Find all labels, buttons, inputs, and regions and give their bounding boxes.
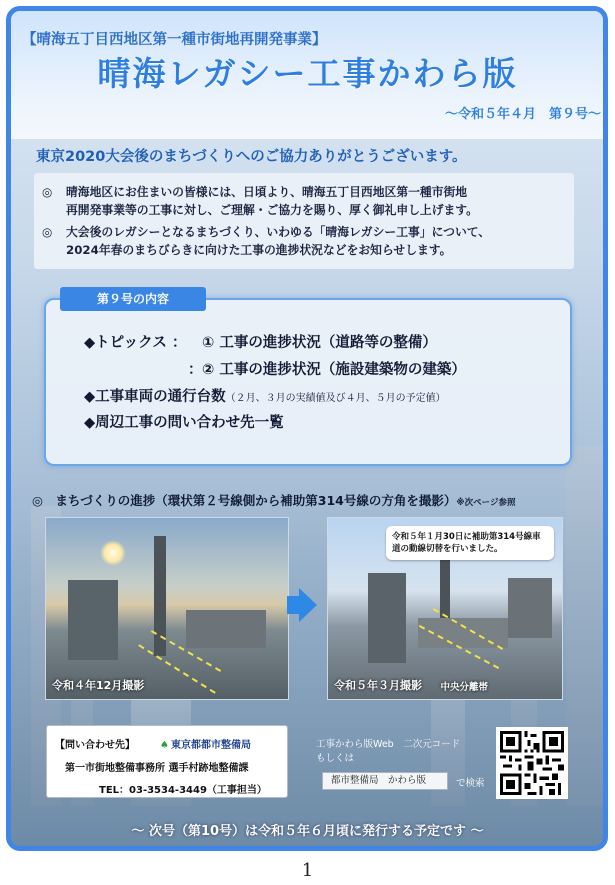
issue-label: ～令和５年４月 第９号～ — [444, 107, 601, 122]
intro-line: 晴海地区にお住まいの皆様には、日頃より、晴海五丁目西地区第一種市街地 — [66, 185, 468, 199]
contents-box — [44, 298, 572, 466]
median-label: 中央分離帯 — [440, 682, 488, 693]
topic-item-1: ① 工事の進捗状況（道路等の整備） — [202, 335, 437, 351]
contacts-item: ◆周辺工事の問い合わせ先一覧 — [84, 415, 284, 431]
vehicles-item — [84, 385, 446, 406]
topics-label: ◆トピックス ： — [84, 335, 187, 351]
web-guide-line2: もしくは — [316, 753, 355, 764]
intro-paragraph — [42, 183, 564, 219]
bullet-mark: ◎ — [42, 185, 53, 199]
right-arrow-icon — [299, 588, 317, 622]
inquiry-label: 【問い合わせ先】 — [55, 740, 135, 751]
vehicles-label: ◆工事車両の通行台数 — [84, 389, 226, 405]
thanks-heading: 東京2020大会後のまちづくりへのご協力ありがとうございます。 — [36, 149, 467, 165]
progress-title: ◎ まちづくりの進捗（環状第２号線側から補助第314号線の方角を撮影） — [32, 493, 457, 508]
photo2-caption: 令和５年３月撮影 — [334, 679, 422, 692]
project-name: 【晴海五丁目西地区第一種市街地再開発事業】 — [22, 32, 327, 48]
inquiry-org-name: 東京都都市整備局 — [170, 740, 251, 751]
inquiry-tel: TEL：03-3534-3449（工事担当） — [99, 785, 267, 796]
vehicles-note: （２月、３月の実績値及び４月、５月の予定値） — [225, 393, 446, 404]
photo2-note: 令和５年１月30日に補助第314号線車道の動線切替を行いました。 — [386, 526, 554, 560]
topic-item-2: ② 工事の進捗状況（施設建築物の建築） — [202, 362, 466, 378]
progress-note: ※次ページ参照 — [456, 498, 516, 508]
inquiry-office: 第一市街地整備事務所 選手村跡地整備課 — [65, 763, 249, 774]
intro-line: 再開発事業等の工事に対し、ご理解・ご協力を賜り、厚く御礼申し上げます。 — [66, 203, 478, 217]
contents-tag: 第９号の内容 — [60, 287, 206, 311]
web-guide — [316, 738, 460, 766]
topic-item-2-prefix: ： — [188, 362, 203, 378]
next-issue-notice: ～ 次号（第10号）は令和５年６月頃に発行する予定です ～ — [131, 824, 484, 839]
intro-paragraph — [42, 223, 564, 259]
search-term-box: 都市整備局 かわら版 — [322, 772, 448, 790]
intro-box — [34, 173, 574, 269]
photo1-caption: 令和４年12月撮影 — [52, 679, 145, 692]
qr-code-graphic — [500, 731, 564, 795]
intro-line: 大会後のレガシーとなるまちづくり、いわゆる「晴海レガシー工事」について、 — [66, 225, 491, 239]
ginkgo-leaf-icon: ♠ — [160, 740, 169, 751]
search-suffix: で検索 — [456, 778, 485, 789]
inquiry-org — [160, 736, 251, 751]
photo-dec-2022 — [45, 517, 289, 700]
intro-line: 2024年春のまちびらきに向けた工事の進捗状況などをお知らせします。 — [66, 243, 452, 257]
photo-mar-2023 — [327, 517, 563, 700]
progress-heading — [32, 491, 516, 509]
web-guide-line1: 工事かわら版Web 二次元コード — [316, 739, 461, 750]
page-number: 1 — [301, 860, 314, 881]
sun — [100, 540, 126, 566]
page-title: 晴海レガシー工事かわら版 — [97, 54, 518, 93]
inquiry-box — [46, 725, 288, 798]
qr-code[interactable] — [496, 727, 568, 799]
bullet-mark: ◎ — [42, 225, 53, 239]
